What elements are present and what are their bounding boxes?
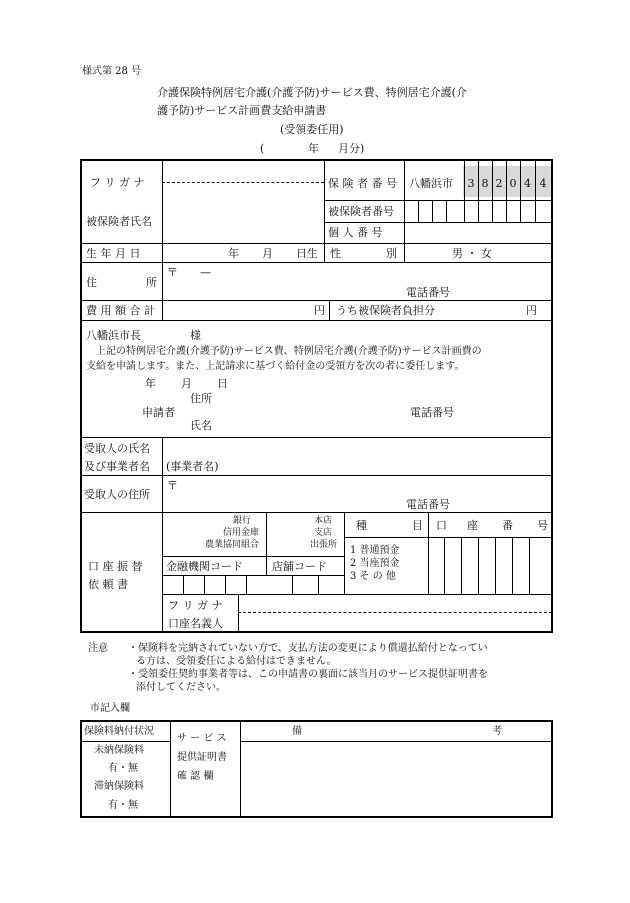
payment-status-label: 保険料納付状況: [84, 726, 154, 737]
remarks-label-1: 備: [292, 726, 302, 737]
postal-mark: 〒: [167, 266, 178, 279]
insurer-digit: 3: [467, 177, 475, 190]
account-type-label-2: 目: [412, 519, 423, 532]
decl-day: 日: [217, 377, 228, 390]
declaration-line-2: 支給を申請します。また、上記請求に基づく給付金の受領方を次の者に委任します。: [86, 361, 465, 372]
applicant-name-label: 氏名: [190, 419, 212, 432]
note-2a: ・受領委任契約事業者等は、この申請書の裏面に該当月のサービス提供証明書を: [128, 669, 488, 680]
unpaid-label: 未納保険料: [94, 745, 144, 756]
account-holder-label: 口座名義人: [168, 617, 223, 630]
holder-furigana-divider: [238, 612, 552, 613]
recipient-address-label: 受取人の住所: [84, 488, 150, 501]
insurer-digit: 8: [481, 177, 489, 190]
birth-day-unit: 日生: [296, 247, 318, 260]
account-type-option-2: 2 当座預金: [350, 558, 400, 569]
account-type-option-1: 1 普通預金: [350, 545, 400, 556]
recipient-phone-label: 電話番号: [406, 498, 450, 511]
holder-furigana-label: フ リ ガ ナ: [168, 599, 223, 612]
account-type-label: 種: [356, 519, 367, 532]
form-number: 様式第 28 号: [82, 66, 142, 77]
insured-number-label: 被保険者番号: [328, 205, 394, 218]
branch-type-2: 支店: [314, 528, 333, 538]
title-subtitle: (受領委任用): [280, 123, 344, 136]
decl-year: 年: [145, 377, 156, 390]
insurer-digit: 4: [539, 177, 547, 190]
branch-type-3: 出張所: [310, 540, 338, 550]
decl-month: 月: [181, 377, 192, 390]
note-1b: る方は、受領委任による給付はできません。: [136, 656, 337, 667]
cost-yen: 円: [314, 304, 325, 317]
insurer-digit: 0: [509, 177, 517, 190]
service-cert-label-1: サ ー ビ ス: [177, 733, 227, 744]
sex-options: 男 ・ 女: [452, 247, 492, 260]
bank-type-3: 農業協同組合: [205, 540, 260, 550]
bank-type-2: 信用金庫: [223, 528, 260, 538]
phone-label: 電話番号: [406, 286, 450, 299]
furigana-label: フ リ ガ ナ: [90, 176, 145, 189]
sex-label: 性: [330, 247, 341, 260]
insurer-digit: 2: [495, 177, 503, 190]
bank-transfer-label-2: 依 頼 書: [88, 578, 128, 591]
note-2b: 添付してください。: [136, 682, 226, 693]
period-year: 年: [308, 142, 319, 155]
recipient-postal-mark: 〒: [167, 479, 178, 492]
furigana-divider: [162, 182, 324, 183]
bank-code-label: 金融機関コード: [166, 560, 243, 573]
account-number-label-3: 番: [502, 519, 513, 532]
recipient-name-label-1: 受取人の氏名: [84, 442, 150, 455]
account-type-option-3: 3 そ の 他: [350, 571, 396, 582]
applicant-address-label: 住所: [190, 392, 212, 405]
honorific: 様: [190, 329, 201, 342]
note-1a: ・保険料を完納されていない方で、支払方法の変更により償還払給付となってい: [128, 643, 488, 654]
service-cert-label-3: 確 認 欄: [177, 771, 214, 782]
insured-name-label: 被保険者氏名: [86, 215, 152, 228]
title-line-2: 護予防)サービス計画費支給申請書: [157, 104, 327, 117]
city-section-label: 市記入欄: [90, 703, 130, 714]
address-label: 住: [86, 276, 97, 289]
declaration-line-1: 上記の特例居宅介護(介護予防)サービス費、特例居宅介護(介護予防)サービス計画費の: [96, 346, 482, 357]
unpaid-option: 有・無: [108, 763, 138, 774]
postal-dash: —: [200, 266, 211, 279]
personal-number-label: 個 人 番 号: [328, 226, 383, 239]
title-line-1: 介護保険特例居宅介護(介護予防)サービス費、特例居宅介護(介: [157, 86, 467, 99]
burden-yen: 円: [526, 304, 537, 317]
birth-month-unit: 月: [262, 247, 273, 260]
bank-transfer-label-1: 口 座 振 替: [88, 560, 143, 573]
bank-type-1: 銀行: [233, 516, 252, 526]
applicant-phone-label: 電話番号: [410, 406, 454, 419]
period-month: 月分): [338, 142, 365, 155]
branch-code-label: 店舗コード: [272, 560, 327, 573]
branch-type-1: 本店: [314, 516, 333, 526]
birth-year-unit: 年: [228, 247, 239, 260]
period-paren: (: [260, 142, 265, 155]
cost-total-label: 費 用 額 合 計: [86, 304, 155, 317]
applicant-label: 申請者: [142, 406, 175, 419]
mayor-label: 八幡浜市長: [86, 329, 141, 342]
remarks-label-2: 考: [492, 726, 502, 737]
recipient-name-label-2: 及び事業者名: [84, 460, 150, 473]
address-label-2: 所: [146, 276, 157, 289]
account-number-label-2: 座: [467, 519, 478, 532]
insurer-digit: 4: [524, 177, 531, 190]
account-number-label-1: 口: [436, 519, 447, 532]
business-name-label: (事業者名): [166, 460, 219, 473]
service-cert-label-2: 提供証明書: [177, 752, 227, 763]
burden-label: うち被保険者負担分: [336, 304, 435, 317]
insurer-number-label: 保 険 者 番 号: [328, 177, 397, 190]
delinquent-option: 有・無: [108, 800, 138, 811]
delinquent-label: 滞納保険料: [94, 781, 144, 792]
account-number-label-4: 号: [537, 519, 548, 532]
sex-label-2: 別: [386, 247, 397, 260]
birth-date-label: 生 年 月 日: [86, 247, 141, 260]
city-name: 八幡浜市: [409, 177, 453, 190]
notes-label: 注意: [88, 643, 108, 654]
